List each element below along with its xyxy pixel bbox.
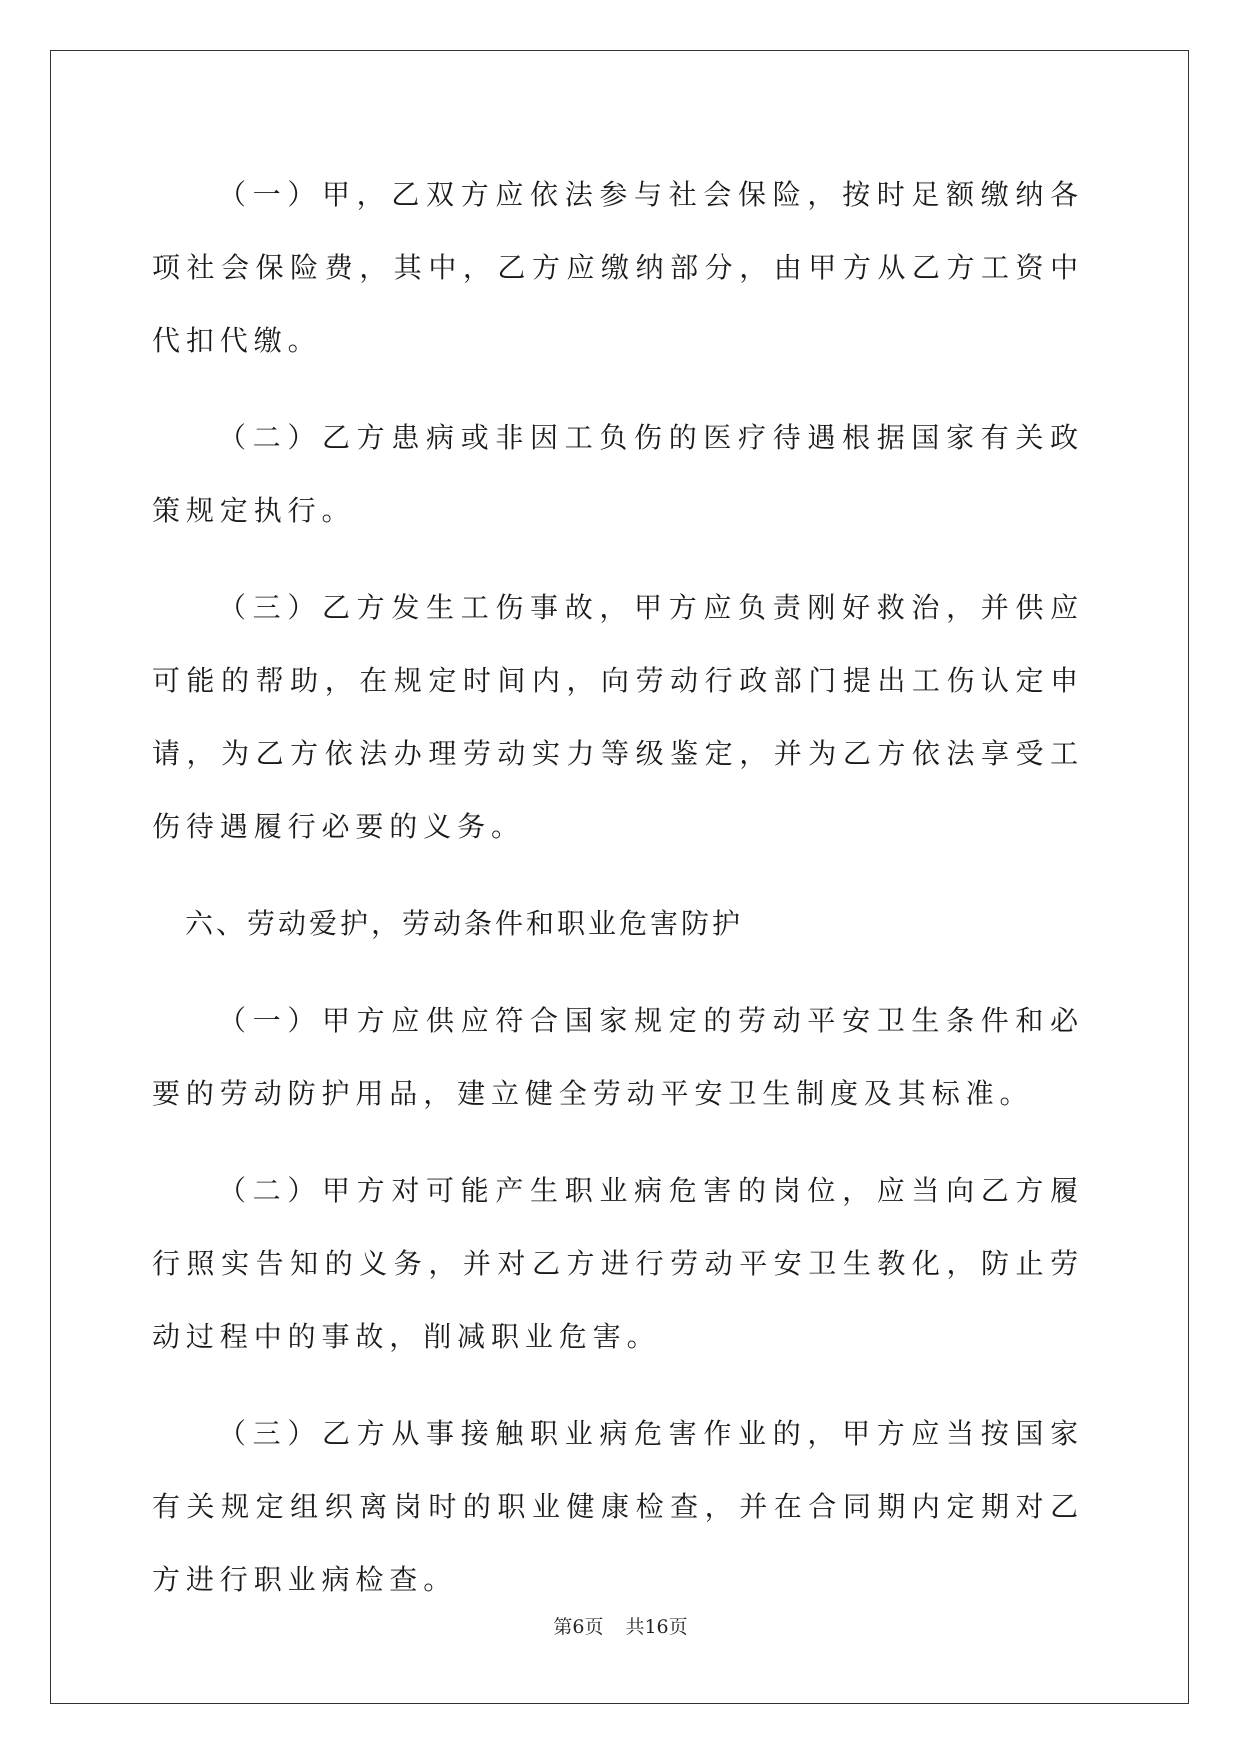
page-total: 共16页 [625,1616,688,1638]
paragraph-medical-treatment: （二）乙方患病或非因工负伤的医疗待遇根据国家有关政策规定执行。 [152,421,1084,527]
page-number: 第6页 [553,1616,604,1638]
paragraph-safety-conditions: （一）甲方应供应符合国家规定的劳动平安卫生条件和必要的劳动防护用品，建立健全劳动平安卫生制度及其标准。 [152,1004,1084,1110]
page-footer [0,1612,1241,1639]
document-body [152,158,1084,1640]
paragraph-hazard-notification: （二）甲方对可能产生职业病危害的岗位，应当向乙方履行照实告知的义务，并对乙方进行劳动平安卫生教化，防止劳动过程中的事故，削减职业危害。 [152,1174,1084,1353]
section-heading: 六、劳动爱护，劳动条件和职业危害防护 [185,907,744,940]
paragraph-health-checkup: （三）乙方从事接触职业病危害作业的，甲方应当按国家有关规定组织离岗时的职业健康检查，并在合同期内定期对乙方进行职业病检查。 [152,1417,1084,1596]
paragraph-work-injury: （三）乙方发生工伤事故，甲方应负责刚好救治，并供应可能的帮助，在规定时间内，向劳动行政部门提出工伤认定申请，为乙方依法办理劳动实力等级鉴定，并为乙方依法享受工伤待遇履行必要的义务。 [152,591,1084,843]
paragraph-social-insurance: （一）甲，乙双方应依法参与社会保险，按时足额缴纳各项社会保险费，其中，乙方应缴纳部分，由甲方从乙方工资中代扣代缴。 [152,178,1084,357]
